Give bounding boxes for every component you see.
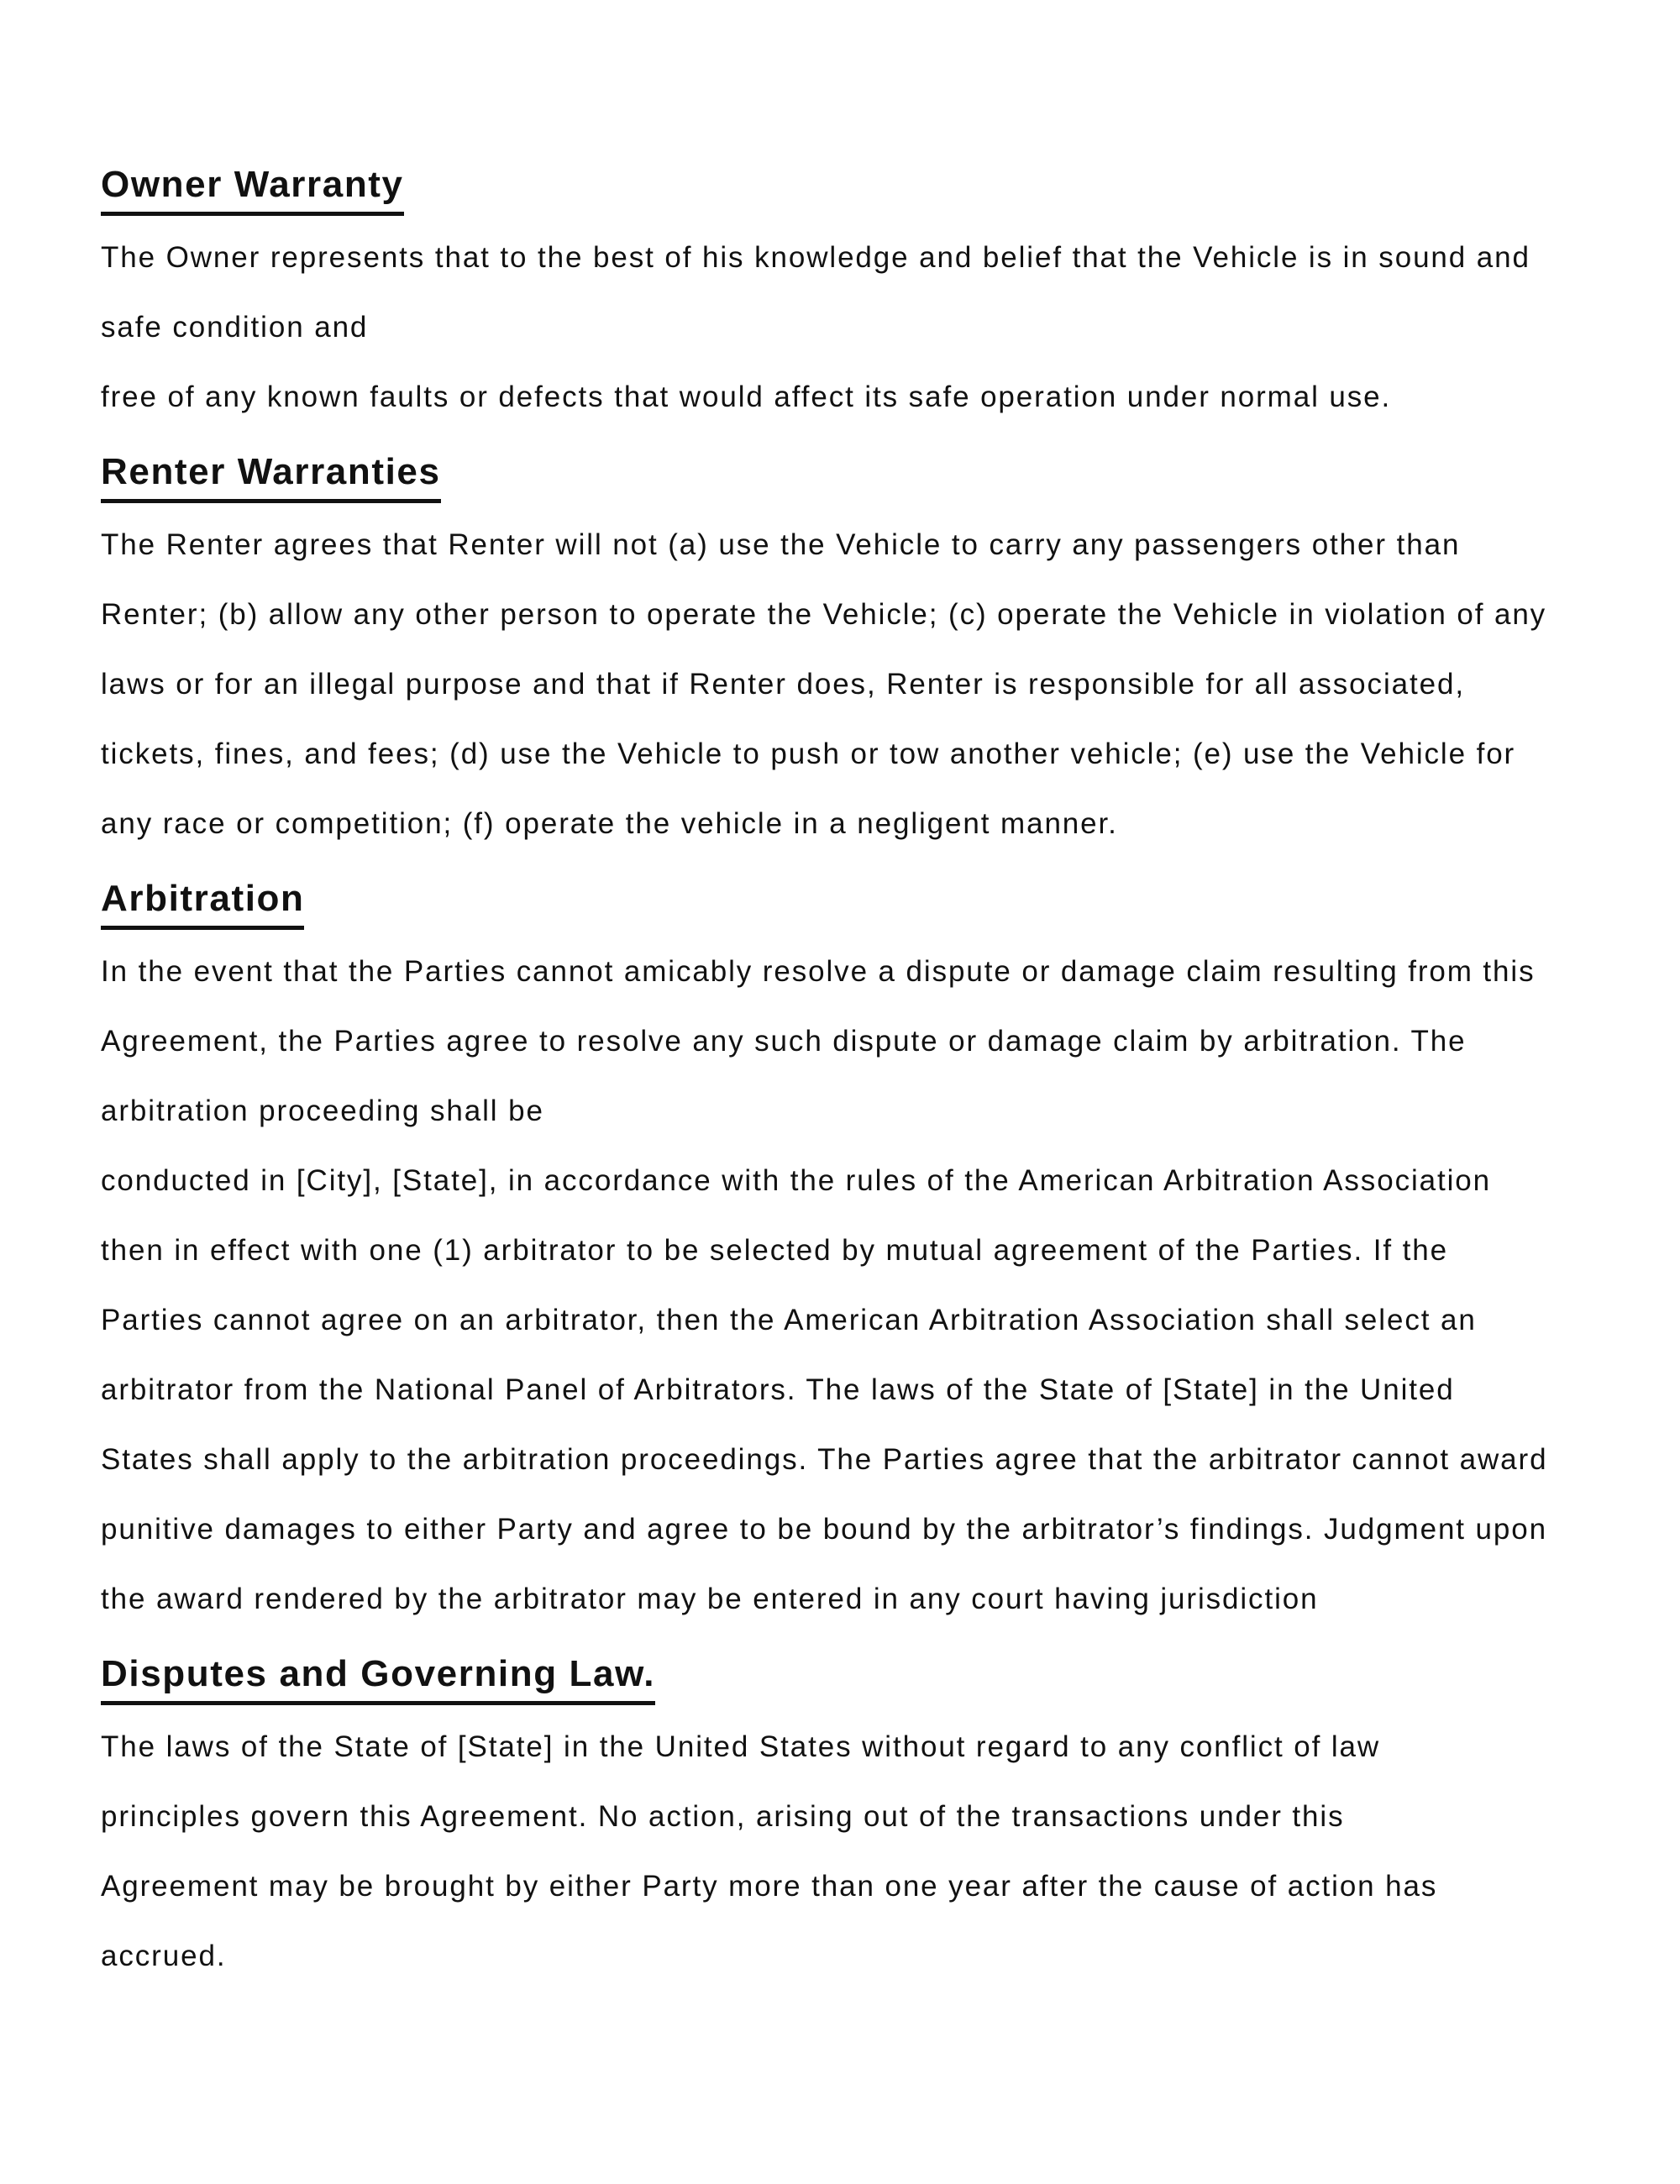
- paragraph-line: safe condition and: [101, 311, 369, 344]
- section-paragraph: [101, 223, 1579, 432]
- paragraph-line: Agreement may be brought by either Party more than one year after the cause of action has: [101, 1870, 1438, 1903]
- section-renter-warranties: [101, 447, 1579, 858]
- paragraph-line: arbitration proceeding shall be: [101, 1095, 544, 1127]
- paragraph-line: tickets, fines, and fees; (d) use the Vehicle to push or tow another vehicle; (e) use the Vehicle for: [101, 738, 1516, 770]
- section-owner-warranty: [101, 160, 1579, 432]
- paragraph-line: free of any known faults or defects that would affect its safe operation under normal use.: [101, 381, 1392, 413]
- paragraph-line: laws or for an illegal purpose and that if Renter does, Renter is responsible for all associated,: [101, 668, 1465, 701]
- paragraph-line: arbitrator from the National Panel of Arbitrators. The laws of the State of [State] in the United: [101, 1373, 1455, 1406]
- paragraph-line: The Owner represents that to the best of his knowledge and belief that the Vehicle is in sound and: [101, 241, 1530, 274]
- paragraph-line: The Renter agrees that Renter will not (a) use the Vehicle to carry any passengers other than: [101, 528, 1461, 561]
- paragraph-line: accrued.: [101, 1940, 227, 1972]
- paragraph-line: States shall apply to the arbitration proceedings. The Parties agree that the arbitrator cannot award: [101, 1443, 1548, 1476]
- section-heading: Owner Warranty: [101, 160, 404, 216]
- section-paragraph: [101, 1712, 1579, 1991]
- paragraph-line: principles govern this Agreement. No action, arising out of the transactions under this: [101, 1800, 1345, 1833]
- paragraph-line: Agreement, the Parties agree to resolve any such dispute or damage claim by arbitration. The: [101, 1025, 1467, 1058]
- paragraph-line: Renter; (b) allow any other person to operate the Vehicle; (c) operate the Vehicle in violation of any: [101, 598, 1547, 631]
- paragraph-line: In the event that the Parties cannot amicably resolve a dispute or damage claim resulting from this: [101, 955, 1536, 988]
- section-paragraph: [101, 510, 1579, 858]
- section-heading: Renter Warranties: [101, 447, 441, 503]
- section-disputes-governing-law: [101, 1649, 1579, 1991]
- section-heading: Arbitration: [101, 874, 304, 930]
- paragraph-line: punitive damages to either Party and agree to be bound by the arbitrator’s findings. Judgment upon: [101, 1513, 1548, 1546]
- paragraph-line: The laws of the State of [State] in the United States without regard to any conflict of law: [101, 1730, 1381, 1763]
- section-heading: Disputes and Governing Law.: [101, 1649, 655, 1705]
- document-page: [101, 160, 1579, 1991]
- section-arbitration: [101, 874, 1579, 1634]
- paragraph-line: Parties cannot agree on an arbitrator, then the American Arbitration Association shall select an: [101, 1304, 1477, 1336]
- paragraph-line: conducted in [City], [State], in accordance with the rules of the American Arbitration Association: [101, 1164, 1492, 1197]
- paragraph-line: then in effect with one (1) arbitrator to be selected by mutual agreement of the Parties. If the: [101, 1234, 1448, 1267]
- paragraph-line: the award rendered by the arbitrator may be entered in any court having jurisdiction: [101, 1583, 1319, 1615]
- paragraph-line: any race or competition; (f) operate the vehicle in a negligent manner.: [101, 807, 1118, 840]
- section-paragraph: [101, 937, 1579, 1634]
